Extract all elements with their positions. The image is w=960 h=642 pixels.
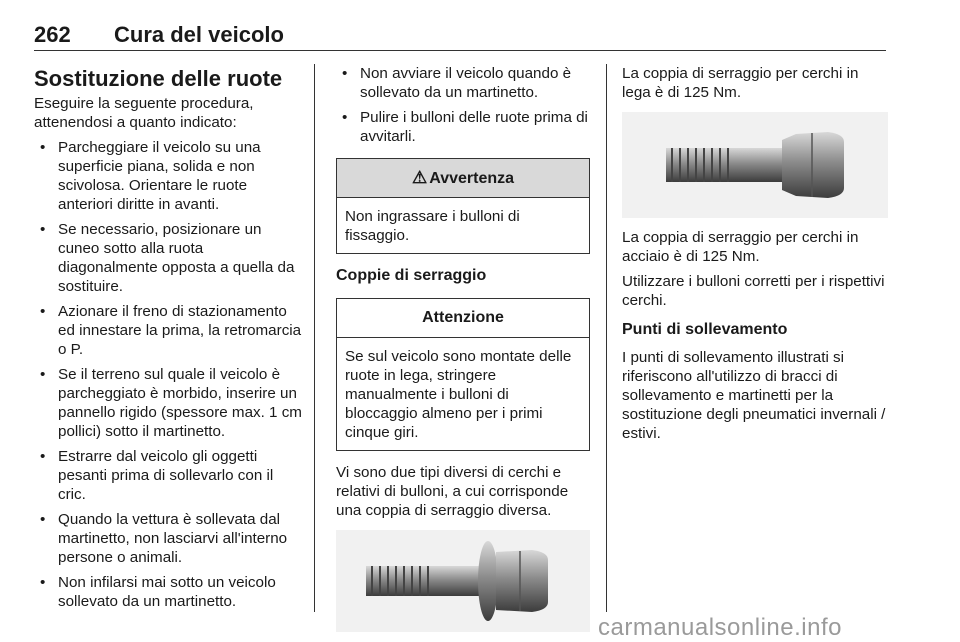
- bullet-icon: •: [40, 303, 46, 320]
- section-title-torque: Coppie di serraggio: [336, 267, 487, 284]
- page-header: [34, 22, 886, 51]
- steel-torque-text: La coppia di serraggio per cerchi in acciaio è di 125 Nm.: [622, 229, 859, 265]
- bolt-types-text: Vi sono due tipi diversi di cerchi e relativi di bulloni, a cui corrisponde una coppia di serraggio diversa.: [336, 464, 569, 519]
- caution-box: [336, 298, 590, 451]
- list-item: • Pulire i bulloni delle ruote prima di avvitarli.: [342, 109, 588, 145]
- procedure-list-continued: [336, 64, 590, 146]
- list-item: • Quando la vettura è sollevata dal martinetto, non lasciarvi all'interno persone o animali.: [40, 511, 288, 566]
- bullet-icon: •: [342, 109, 348, 126]
- correct-bolts-text: Utilizzare i bulloni corretti per i rispettivi cerchi.: [622, 273, 885, 309]
- bullet-icon: •: [40, 366, 46, 383]
- chapter-title: Cura del veicolo: [114, 22, 284, 47]
- list-item: • Parcheggiare il veicolo su una superficie piana, solida e non scivolosa. Orientare le ruote anteriori diritte in avanti.: [40, 139, 261, 213]
- alloy-torque-text: La coppia di serraggio per cerchi in lega è di 125 Nm.: [622, 65, 859, 101]
- bullet-icon: •: [40, 139, 46, 156]
- column-right: [622, 64, 888, 449]
- warning-box: [336, 158, 590, 254]
- bullet-icon: •: [40, 574, 46, 591]
- page-number: 262: [34, 22, 71, 47]
- list-item: • Non avviare il veicolo quando è sollevato da un martinetto.: [342, 65, 572, 101]
- procedure-list: [34, 138, 304, 611]
- section-title: Sostituzione delle ruote: [34, 66, 283, 91]
- warning-text: Non ingrassare i bulloni di fissaggio.: [345, 208, 520, 244]
- bullet-icon: •: [40, 448, 46, 465]
- caution-text: Se sul veicolo sono montate delle ruote in lega, stringere manualmente i bulloni di bloccaggio almeno per i primi cinque giri.: [345, 348, 572, 441]
- list-item: • Se il terreno sul quale il veicolo è parcheggiato è morbido, inserire un pannello rigido (spessore max. 1 cm pollici) sotto il martinetto.: [40, 366, 302, 440]
- warning-header: [337, 159, 589, 198]
- wheel-bolt-image-alloy: [622, 112, 888, 218]
- list-item: • Se necessario, posizionare un cuneo sotto alla ruota diagonalmente opposta a quella da sostituire.: [40, 221, 295, 295]
- lifting-points-text: I punti di sollevamento illustrati si riferiscono all'utilizzo di bracci di sollevamento e martinetti per la sostituzione degli pneumatici invernali / estivi.: [622, 349, 886, 442]
- wheel-bolt-image-steel: [336, 530, 590, 632]
- list-item: • Azionare il freno di stazionamento ed innestare la prima, la retromarcia o P.: [40, 303, 302, 358]
- intro-text: Eseguire la seguente procedura, attenendosi a quanto indicato:: [34, 95, 254, 131]
- warning-icon: ⚠: [411, 168, 428, 187]
- list-item: • Estrarre dal veicolo gli oggetti pesanti prima di sollevarlo con il cric.: [40, 448, 274, 503]
- column-left: [34, 64, 304, 617]
- bullet-icon: •: [342, 65, 348, 82]
- section-title-lifting: Punti di sollevamento: [622, 321, 788, 338]
- bullet-icon: •: [40, 511, 46, 528]
- alloy-bolt-illustration: [622, 112, 888, 218]
- watermark: carmanualsonline.info: [598, 614, 842, 641]
- column-middle: [336, 64, 590, 642]
- column-divider: [606, 64, 607, 612]
- column-divider: [314, 64, 315, 612]
- bullet-icon: •: [40, 221, 46, 238]
- warning-title: Avvertenza: [429, 170, 515, 187]
- wheel-bolt-illustration: [336, 530, 590, 632]
- list-item: • Non infilarsi mai sotto un veicolo sollevato da un martinetto.: [40, 574, 276, 610]
- caution-title: Attenzione: [337, 299, 589, 338]
